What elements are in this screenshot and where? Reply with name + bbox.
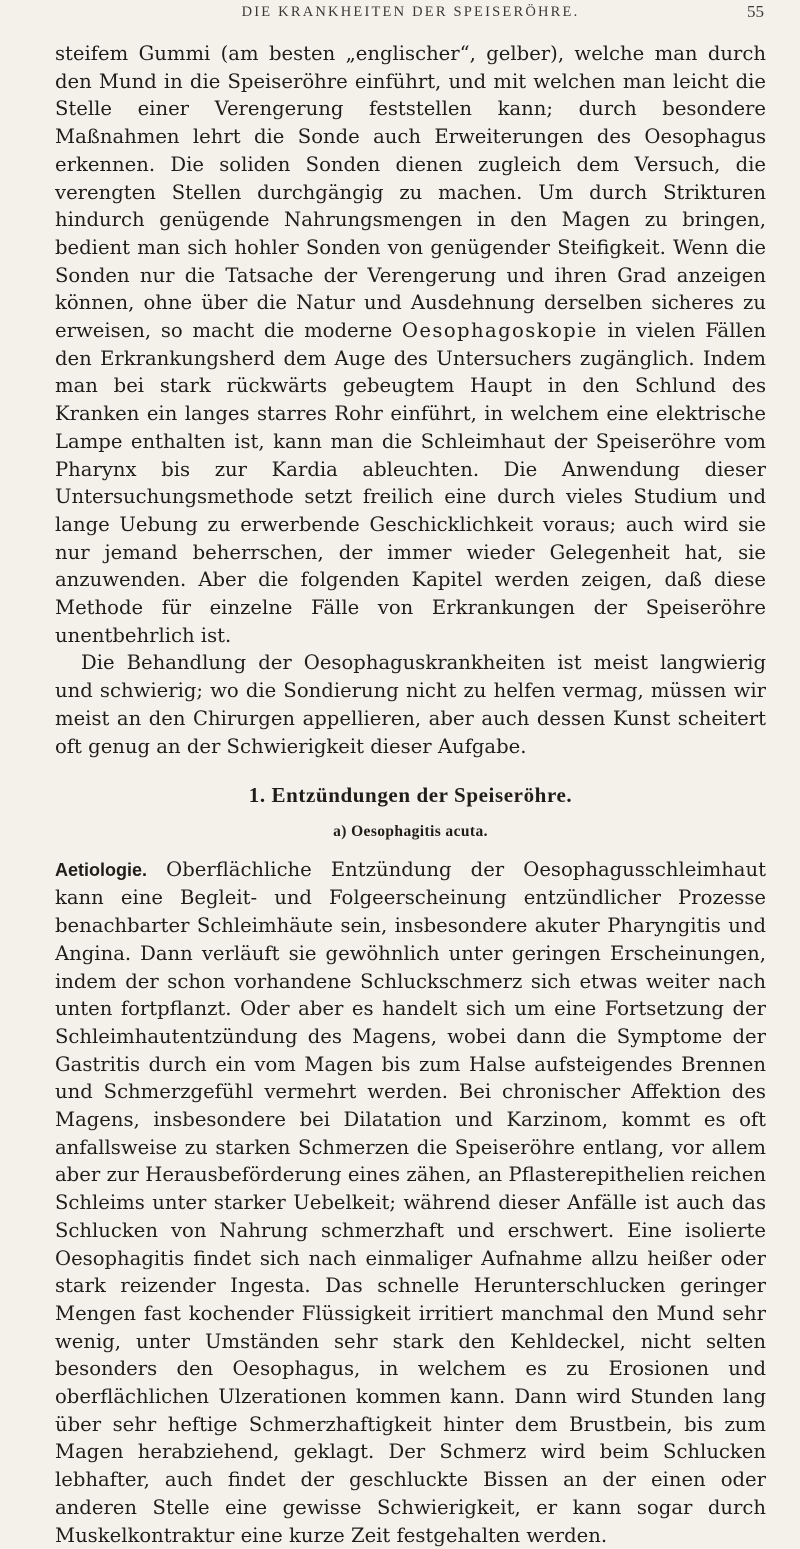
running-head <box>55 0 766 40</box>
paragraph-sondes <box>55 40 766 649</box>
emphasis-oesophagoskopie: Oesophagoskopie <box>401 319 598 343</box>
running-head-title: DIE KRANKHEITEN DER SPEISERÖHRE. <box>241 4 580 20</box>
section-heading: 1. Entzündungen der Speiseröhre. <box>248 783 573 808</box>
paragraph-behandlung: Die Behandlung der Oesophaguskrankheiten ist meist langwierig und schwierig; wo die Sondierung nicht zu helfen vermag, müssen wir meist an den Chirurgen appellieren, aber auch dessen Kunst scheitert oft genug an der Schwierigkeit dieser Aufgabe. <box>55 651 766 758</box>
body-text <box>55 40 766 1549</box>
page-number: 55 <box>747 2 764 21</box>
paragraph-aetiologie <box>55 856 766 1549</box>
paragraph-text: steifem Gummi (am besten „englischer“, gelber), welche man durch den Mund in die Speiseröhre einführt, und mit welchen man leicht die Stelle einer Verengerung feststellen kann; durch besondere Maßnahmen lehrt die Sonde auch Erweiterungen des Oesophagus erkennen. Die soliden Sonden dienen zugleich dem Versuch, die verengten Stellen durchgängig zu machen. Um durch Strikturen hindurch genügende Nahrungsmengen in den Magen zu bringen, bedient man sich hohler Sonden von genügender Steifigkeit. Wenn die Sonden nur die Tatsache der Verengerung und ihren Grad anzeigen können, ohne über die Natur und Ausdehnung derselben sicheres zu erweisen, so macht die moderne <box>55 42 766 343</box>
aetiologie-text: Oberflächliche Entzündung der Oesophagusschleimhaut kann eine Begleit- und Folgeerscheinung entzündlicher Prozesse benachbarter Schleimhäute sein, insbesondere akuter Pharyngitis und Angina. Dann verläuft sie gewöhnlich unter geringen Erscheinungen, indem der schon vorhandene Schluckschmerz sich etwas weiter nach unten fortpflanzt. Oder aber es handelt sich um eine Fortsetzung der Schleimhautentzündung des Magens, wobei dann die Symptome der Gastritis durch ein vom Magen bis zum Halse aufsteigendes Brennen und Schmerzgefühl vermehrt werden. Bei chronischer Affektion des Magens, insbesondere bei Dilatation und Karzinom, kommt es oft anfallsweise zu starken Schmerzen die Speiseröhre entlang, vor allem aber zur Herausbeförderung eines zähen, an Pflasterepithelien reichen Schleims unter starker Uebelkeit; während dieser Anfälle ist auch das Schlucken von Nahrung schmerzhaft und erschwert. Eine isolierte Oesophagitis findet sich nach einmaliger Aufnahme allzu heißer oder stark reizender Ingesta. Das schnelle Herunterschlucken geringer Mengen fast kochender Flüssigkeit irritiert manchmal den Mund sehr wenig, unter Umständen sehr stark den Kehldeckel, nicht selten besonders den Oesophagus, in welchem es zu Erosionen und oberflächlichen Ulzerationen kommen kann. Dann wird Stunden lang über sehr heftige Schmerzhaftigkeit hinter dem Brustbein, bis zum Magen herabziehend, geklagt. Der Schmerz wird beim Schlucken lebhafter, auch findet der geschluckte Bissen an der einen oder anderen Stelle eine gewisse Schwierigkeit, er kann sogar durch Muskelkontraktur eine kurze Zeit festgehalten werden. <box>55 857 766 1547</box>
aetiologie-lead: Aetiologie. <box>55 859 148 880</box>
paragraph-text: in vielen Fällen den Erkrankungsherd dem Auge des Untersuchers zugänglich. Indem man bei stark rückwärts gebeugtem Haupt in den Schlund des Kranken ein langes starres Rohr einführt, in welchem eine elektrische Lampe enthalten ist, kann man die Schleimhaut der Speiseröhre vom Pharynx bis zur Kardia ableuchten. Die Anwendung dieser Untersuchungsmethode setzt freilich eine durch vieles Studium und lange Uebung zu erwerbende Geschicklichkeit voraus; auch wird sie nur jemand beherrschen, der immer wieder Gelegenheit hat, sie anzuwenden. Aber die folgenden Kapitel werden zeigen, daß diese Methode für einzelne Fälle von Erkrankungen der Speiseröhre unentbehrlich ist. <box>55 319 766 647</box>
subsection-heading: a) Oesophagitis acuta. <box>333 822 488 840</box>
